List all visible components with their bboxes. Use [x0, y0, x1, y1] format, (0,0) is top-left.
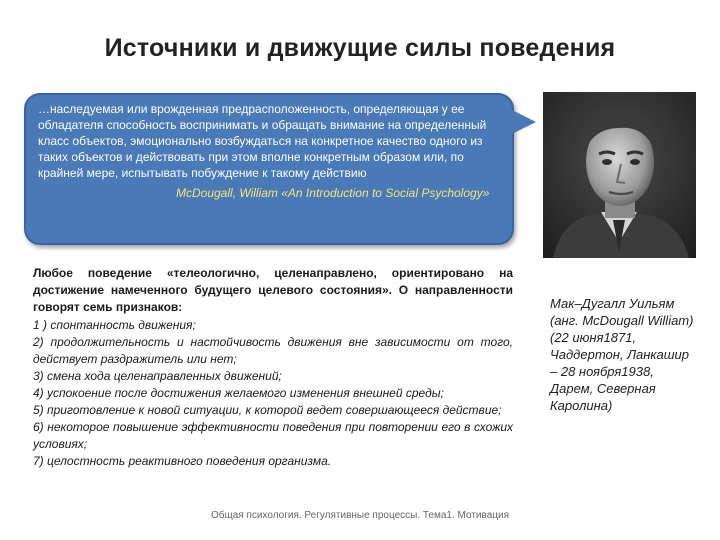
slide-footer: Общая психология. Регулятивные процессы. Тема1. Мотивация	[211, 510, 509, 521]
callout-pointer	[508, 108, 536, 136]
list-item: 2) продолжительность и настойчивость движения вне зависимости от того, действует раздражитель или нет;	[33, 335, 513, 366]
list-item: 7) целостность реактивного поведения организма.	[33, 454, 332, 468]
quote-reference: McDougall, William «An Introduction to Social Psychology»	[176, 186, 490, 200]
portrait-photo	[543, 92, 696, 258]
body-text	[33, 265, 513, 470]
list-item: 4) успокоение после достижения желаемого изменения внешней среды;	[33, 386, 444, 400]
signs-list	[33, 317, 513, 470]
body-intro: Любое поведение «телеологично, целенаправлено, ориентировано на достижение намеченного будущего целевого состояния». О направленности говорят семь признаков:	[33, 266, 513, 314]
list-item: 6) некоторое повышение эффективности поведения при повторении его в схожих условиях;	[33, 420, 513, 451]
list-item: 5) приготовление к новой ситуации, к которой ведет совершающееся действие;	[33, 403, 502, 417]
quote-text: …наследуемая или врожденная предрасположенность, определяющая у ее обладателя способность воспринимать и обращать внимание на определенный класс объектов, эмоционально возбуждаться на конкретное качество одного из таких объектов и действовать при этом вполне конкретным образом или, по крайней мере, испытывать побуждение к такому действию	[38, 102, 487, 180]
quote-callout	[24, 93, 514, 245]
list-item: 3) смена хода целенаправленных движений;	[33, 369, 282, 383]
slide-title: Источники и движущие силы поведения	[104, 34, 616, 62]
list-item: 1 ) спонтанность движения;	[33, 318, 196, 332]
portrait-caption: Мак–Дугалл Уильям (анг. McDougall William) (22 июня1871, Чаддертон, Ланкашир – 28 ноября1938, Дарем, Северная Каролина)	[550, 296, 694, 413]
